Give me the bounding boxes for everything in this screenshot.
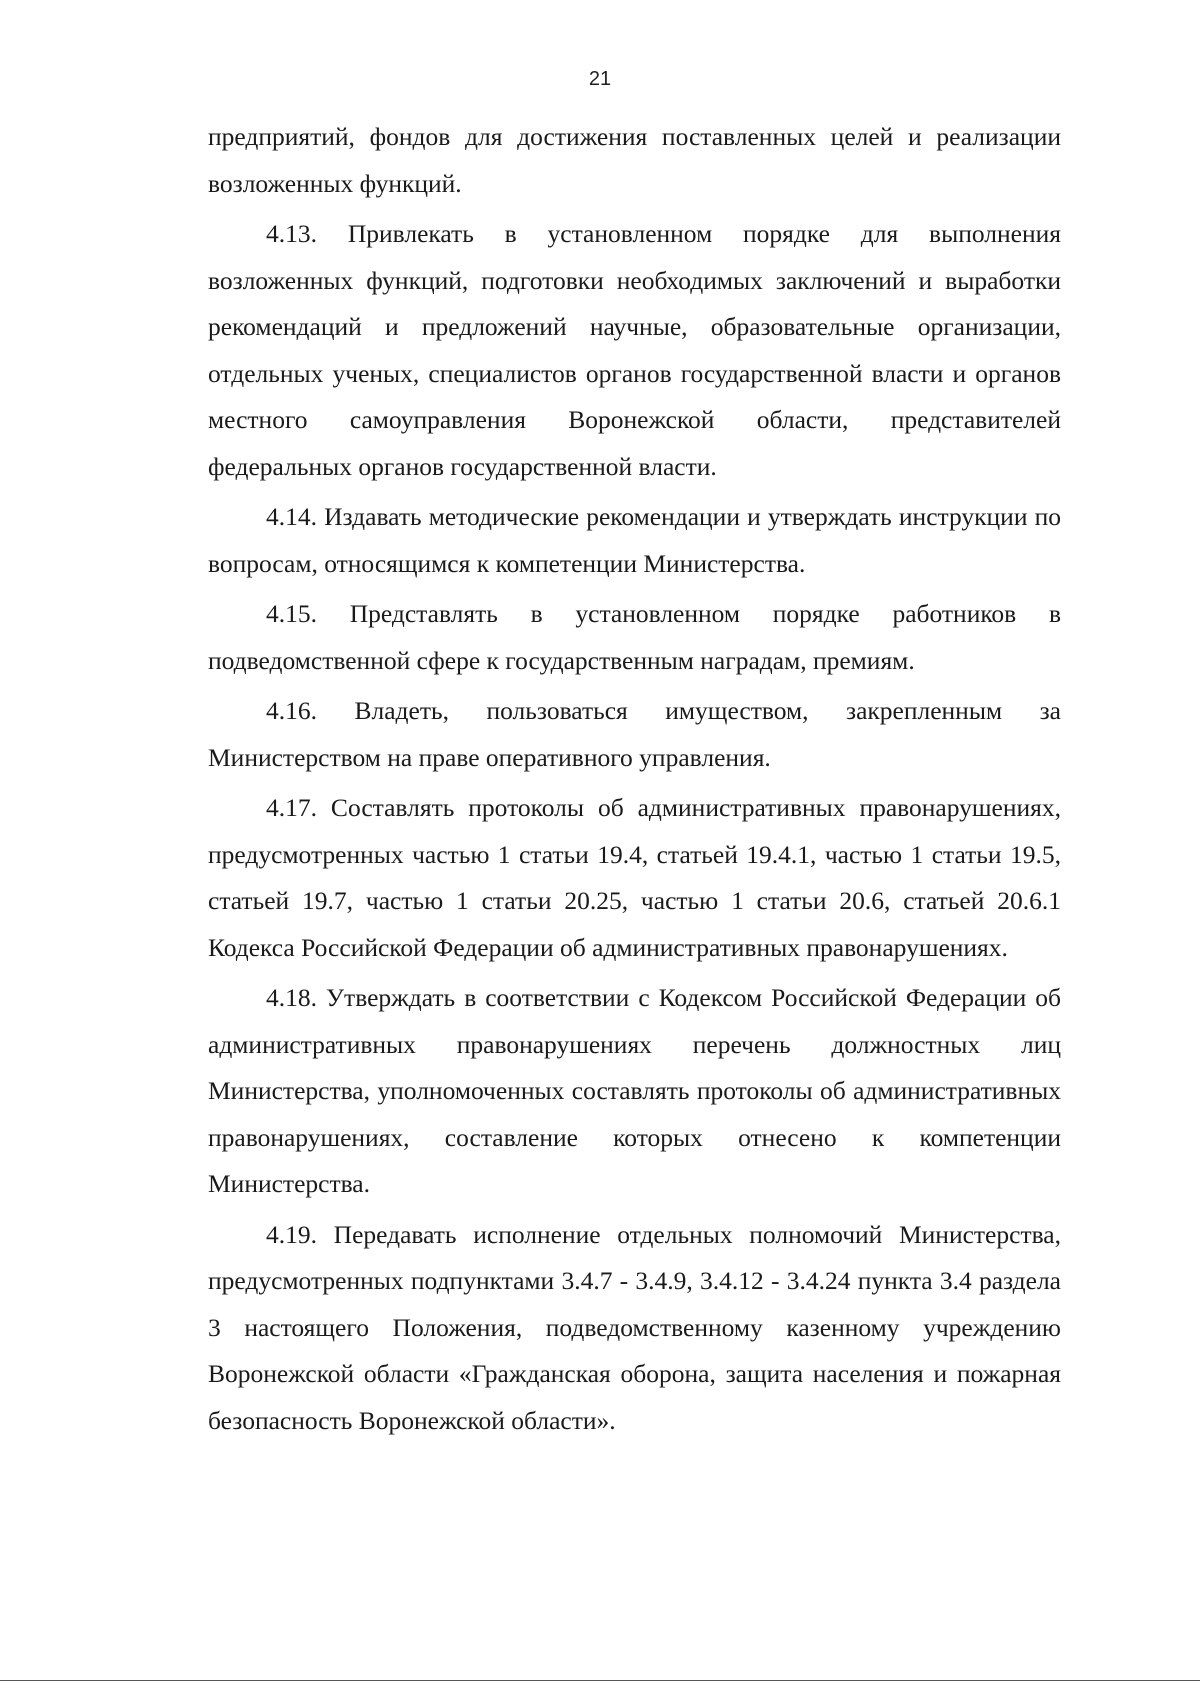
paragraph-4-14: 4.14. Издавать методические рекомендации и утверждать инструкции по вопросам, относящимся к компетенции Министерства. [208,502,1061,578]
paragraph-4-17: 4.17. Составлять протоколы об административных правонарушениях, предусмотренных частью 1 статьи 19.4, статьей 19.4.1, частью 1 статьи 19.5, статьей 19.7, частью 1 статьи 20.25, частью 1 статьи 20.6, статьей 20.6.1 Кодекса Российской Федерации об административных правонарушениях. [208,793,1061,962]
paragraph-4-13: 4.13. Привлекать в установленном порядке для выполнения возложенных функций, подготовки необходимых заключений и выработки рекомендаций и предложений научные, образовательные организации, отдельных ученых, специалистов органов государственной власти и органов местного самоуправления Воронежской области, представителей федеральных органов государственной власти. [208,219,1061,481]
page-number: 21 [588,68,612,90]
paragraph-continuation: предприятий, фондов для достижения поставленных целей и реализации возложенных функций. [208,122,1061,198]
paragraph-4-15: 4.15. Представлять в установленном порядке работников в подведомственной сфере к государственным наградам, премиям. [208,599,1061,675]
document-body [208,114,1061,1448]
paragraph-4-16: 4.16. Владеть, пользоваться имуществом, закрепленным за Министерством на праве оперативного управления. [208,696,1061,772]
paragraph-4-18: 4.18. Утверждать в соответствии с Кодексом Российской Федерации об административных правонарушениях перечень должностных лиц Министерства, уполномоченных составлять протоколы об административных правонарушениях, составление которых отнесено к компетенции Министерства. [208,983,1061,1198]
page-bottom-rule [0,1680,1200,1681]
paragraph-4-19: 4.19. Передавать исполнение отдельных полномочий Министерства, предусмотренных подпунктами 3.4.7 - 3.4.9, 3.4.12 - 3.4.24 пункта 3.4 раздела 3 настоящего Положения, подведомственному казенному учреждению Воронежской области «Гражданская оборона, защита населения и пожарная безопасность Воронежской области». [208,1219,1061,1435]
